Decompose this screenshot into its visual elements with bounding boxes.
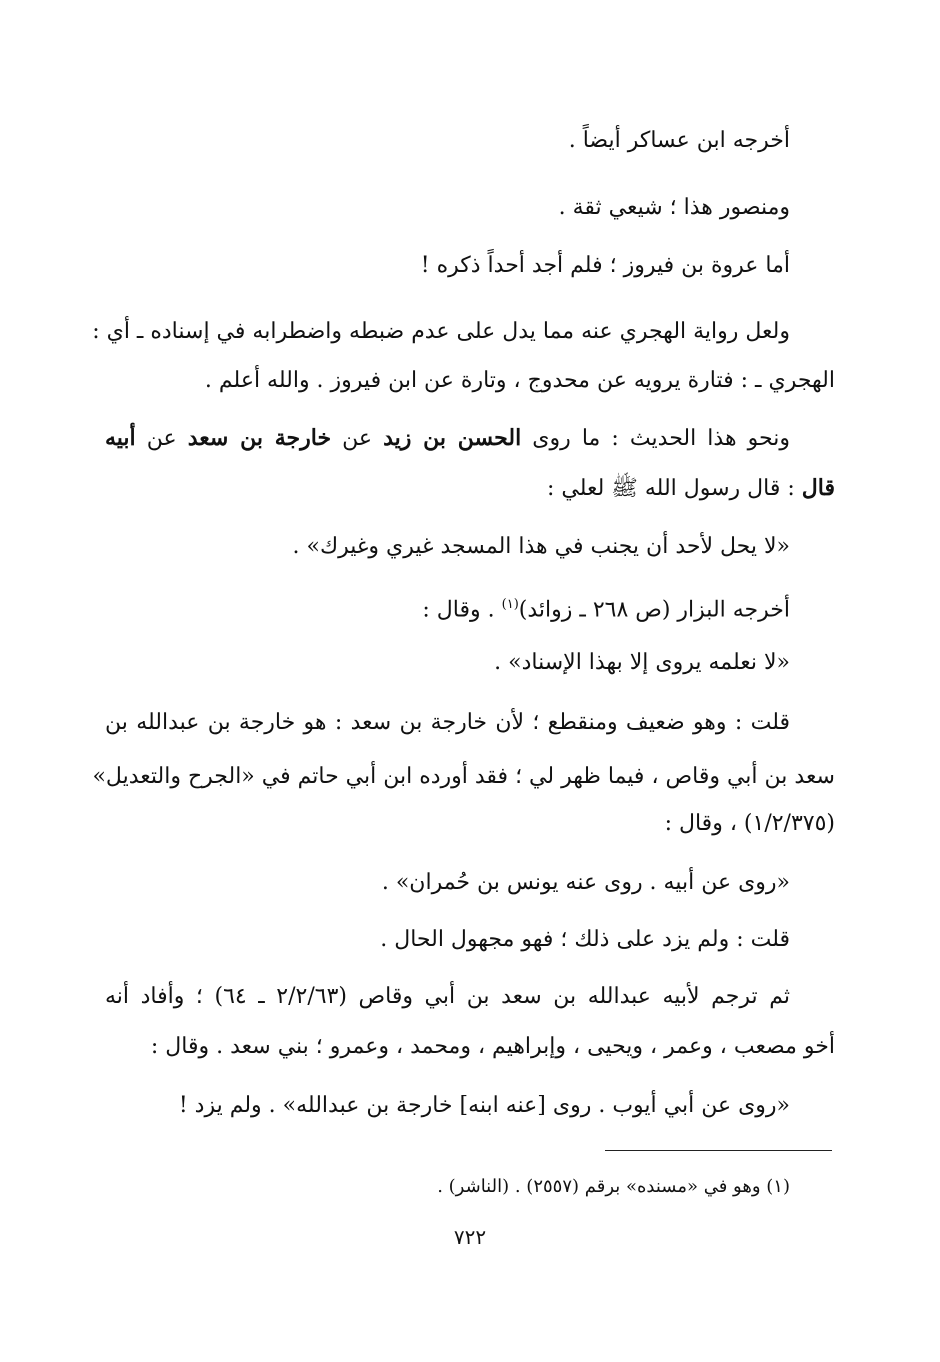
text-line: قلت : ولم يزد على ذلك ؛ فهو مجهول الحال . — [380, 927, 790, 952]
quote-line: «روى عن أبي أيوب . روى [عنه ابنه] خارجة بن عبدالله» . ولم يزد ! — [178, 1093, 790, 1118]
text-span: عن — [146, 426, 177, 451]
text-span: . وقال : — [422, 597, 495, 623]
text-span: عن — [342, 426, 373, 451]
text-span: ونحو هذا الحديث : ما روى — [532, 426, 790, 451]
narrator-name: خارجة بن سعد — [187, 425, 332, 451]
text-line — [422, 585, 790, 625]
page-number: ٧٢٢ — [453, 1225, 487, 1249]
text-line: سعد بن أبي وقاص ، فيما ظهر لي ؛ فقد أورده ابن أبي حاتم في «الجرح والتعديل» — [92, 764, 835, 789]
narrator-name: أبيه — [105, 425, 136, 451]
hadith-quote: «لا يحل لأحد أن يجنب في هذا المسجد غيري وغيرك» . — [292, 534, 790, 559]
paragraph-first-line: ولعل رواية الهجري عنه مما يدل على عدم ضبطه واضطرابه في إسناده ـ أي : — [92, 319, 790, 344]
narrator-name: الحسن بن زيد — [383, 425, 522, 451]
text-line: أخرجه ابن عساكر أيضاً . — [568, 128, 790, 153]
text-line: الهجري ـ : فتارة يرويه عن محدوج ، وتارة عن ابن فيروز . والله أعلم . — [204, 368, 835, 393]
narration-keyword: قال — [801, 475, 835, 501]
paragraph-first-line: قلت : وهو ضعيف ومنقطع ؛ لأن خارجة بن سعد : هو خارجة بن عبدالله بن — [105, 710, 790, 735]
quote-line: «روى عن أبيه . روى عنه يونس بن حُمران» . — [381, 870, 790, 895]
text-line — [547, 468, 835, 508]
footnote: (١) وهو في «مسنده» برقم (٢٥٥٧) . (الناشر) . — [437, 1176, 790, 1197]
paragraph-first-line — [105, 418, 790, 458]
text-line: أما عروة بن فيروز ؛ فلم أجد أحداً ذكره ! — [420, 253, 790, 278]
text-line: أخو مصعب ، وعمر ، ويحيى ، وإبراهيم ، ومحمد ، وعمرو ؛ بني سعد . وقال : — [150, 1034, 835, 1059]
footnote-separator — [605, 1150, 832, 1151]
text-line: ومنصور هذا ؛ شيعي ثقة . — [558, 195, 790, 220]
text-line: (١/٢/٣٧٥) ، وقال : — [664, 811, 835, 836]
text-span: : قال رسول الله ﷺ لعلي : — [546, 476, 795, 501]
footnote-marker: (١) — [501, 597, 519, 612]
text-span: أخرجه البزار (ص ٢٦٨ ـ زوائد) — [518, 597, 790, 623]
quote-line: «لا نعلمه يروى إلا بهذا الإسناد» . — [494, 650, 790, 675]
paragraph-first-line: ثم ترجم لأبيه عبدالله بن سعد بن أبي وقاص (٢/٢/٦٣ ـ ٦٤) ؛ وأفاد أنه — [105, 984, 791, 1009]
